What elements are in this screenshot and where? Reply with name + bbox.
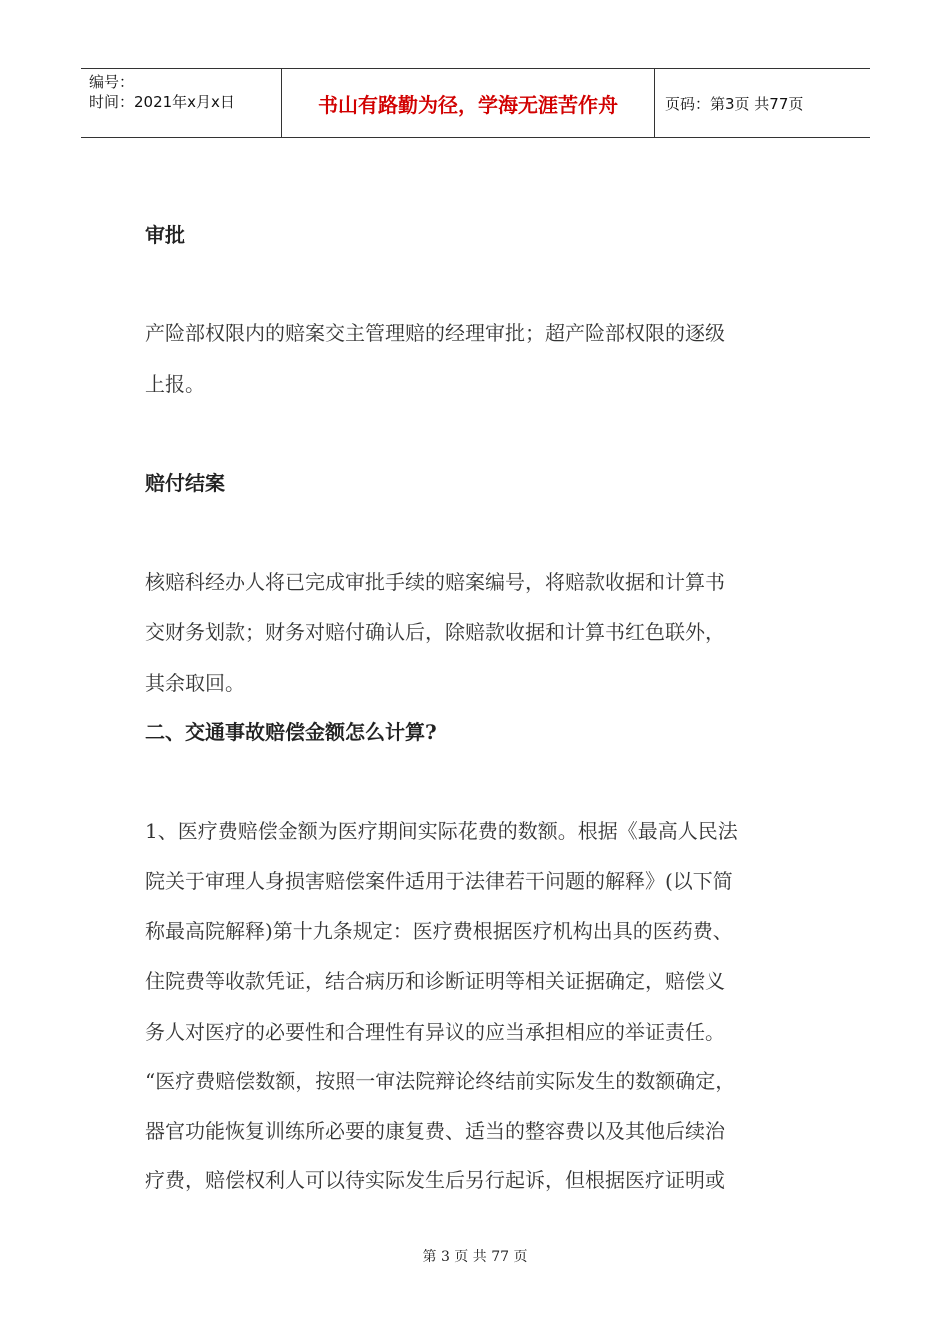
paragraph-line: 其余取回。 [145,671,245,695]
paragraph-line: 产险部权限内的赔案交主管理赔的经理审批；超产险部权限的逐级 [145,321,725,345]
paragraph-line: 器官功能恢复训练所必要的康复费、适当的整容费以及其他后续治 [145,1119,725,1143]
header-meta [81,69,281,137]
paragraph-line: 疗费，赔偿权利人可以待实际发生后另行起诉，但根据医疗证明或 [145,1168,725,1192]
header-page-info: 页码：第3页 共77页 [665,94,804,113]
paragraph-line: “医疗费赔偿数额，按照一审法院辩论终结前实际发生的数额确定， [145,1069,736,1093]
time-label: 时间：2021年x月x日 [89,93,235,111]
heading-settlement: 赔付结案 [145,471,225,495]
heading-section-2: 二、交通事故赔偿金额怎么计算? [145,720,437,744]
paragraph-line: 核赔科经办人将已完成审批手续的赔案编号，将赔款收据和计算书 [145,570,725,594]
page-header [81,68,870,138]
paragraph-line: 院关于审理人身损害赔偿案件适用于法律若干问题的解释》(以下简 [145,869,733,893]
heading-approval: 审批 [145,223,185,247]
paragraph-line: 称最高院解释)第十九条规定：医疗费根据医疗机构出具的医药费、 [145,919,733,943]
paragraph-line: 务人对医疗的必要性和合理性有异议的应当承担相应的举证责任。 [145,1020,725,1044]
paragraph-line: 交财务划款；财务对赔付确认后，除赔款收据和计算书红色联外， [145,620,725,644]
paragraph-line: 1、医疗费赔偿金额为医疗期间实际花费的数额。根据《最高人民法 [145,819,738,843]
header-motto: 书山有路勤为径，学海无涯苦作舟 [281,69,655,137]
page-footer: 第 3 页 共 77 页 [422,1249,528,1265]
paragraph-line: 住院费等收款凭证，结合病历和诊断证明等相关证据确定，赔偿义 [145,969,725,993]
number-label: 编号： [89,73,135,91]
paragraph-line: 上报。 [145,372,205,396]
